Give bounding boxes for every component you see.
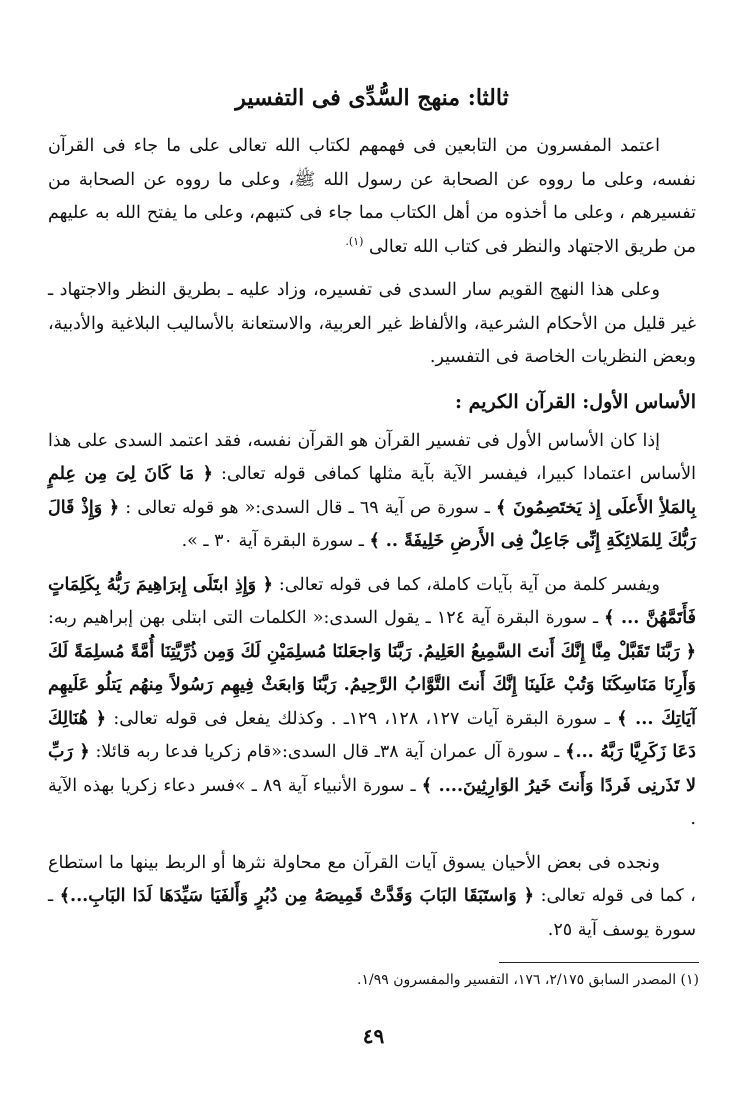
paragraph-5-text-b: ـ سورة يوسف آية ٢٥.: [48, 886, 696, 940]
paragraph-2: وعلى هذا النهج القويم سار السدى فى تفسيره، وزاد عليه ـ بطريق النظر والاجتهاد ـ غير قليل من الأحكام الشرعية، والألفاظ غير العربية، والاستعانة بالأساليب البلاغية والأدبية، وبعض النظريات الخاصة فى التفسير.: [48, 280, 696, 367]
paragraph-4-text-a: ويفسر كلمة من آية بآيات كاملة، كما فى قوله تعالى:: [278, 574, 661, 595]
paragraph-4-text-e: ـ سورة الأنبياء آية ٨٩ ـ »فسر دعاء زكريا بهذه الآية .: [48, 775, 696, 829]
paragraph-5-text-a: ونجده فى بعض الأحيان يسوق آيات القرآن مع محاولة نثرها أو الربط بينها ما استطاع ، كما فى قوله تعالى:: [48, 852, 696, 906]
paragraph-3-text-c: ـ سورة البقرة آية ٣٠ ـ ».: [181, 531, 364, 551]
footnote-ref: (١).: [345, 234, 364, 248]
quran-verse: ﴿ رَبِّ لا تَذَرنِى فَردًا وَأَنتَ خَيرُ الوَارِثِينَ.... ﴾: [48, 742, 697, 796]
paragraph-3: [48, 425, 696, 559]
paragraph-4-text-d: ـ سورة آل عمران آية ٣٨ـ قال السدى:«قام زكريا فدعا ربه قائلا:: [95, 742, 560, 762]
section-heading: الأساس الأول: القرآن الكريم :: [455, 390, 696, 413]
page-body: [48, 78, 696, 957]
paragraph-1-text: اعتمد المفسرون من التابعين فى فهمهم لكتاب الله تعالى على ما جاء فى القرآن نفسه، وعلى ما رووه عن الصحابة عن رسول الله ﷺ، وعلى ما رووه عن الصحابة من تفسيرهم ، وعلى ما أخذوه من أهل الكتاب مما جاء فى كتبهم، وعلى ما يفتح الله به عليهم من طريق الاجتهاد والنظر فى كتاب الله تعالى: [48, 136, 696, 257]
quran-verse: ﴿ هُنَالِكَ دَعَا زَكَرِيَّا رَبَّهُ ...﴾: [48, 708, 696, 762]
quran-verse: ﴿ وَإِذْ قَالَ رَبُّكَ لِلمَلائِكَةِ إِنِّى جَاعِلٌ فِى الأَرضِ خَلِيفَةً .. ﴾: [48, 497, 696, 551]
paragraph-3-text-b: ـ سورة ص آية ٦٩ ـ قال السدى:« هو قوله تعالى :: [125, 497, 490, 518]
paragraph-1: [48, 130, 696, 264]
quran-verse: ﴿ مَا كَانَ لِىَ مِن عِلمٍ بِالمَلأِ الأَعلَى إِذ يَختَصِمُونَ ﴾: [48, 464, 696, 518]
footnote: (١) المصدر السابق ٢/١٧٥، ١٧٦، التفسير والمفسرون ١/٩٩.: [357, 972, 699, 988]
paragraph-4: [48, 569, 696, 837]
paragraph-4-text-b: ـ سورة البقرة آية ١٢٤ ـ يقول السدى:« الكلمات التى ابتلى بهن إبراهيم ربه:: [48, 608, 599, 628]
footnote-divider: [499, 962, 699, 963]
quran-verse: ﴿ وَإِذِ ابتَلَى إِبرَاهِيمَ رَبُّهُ بِكَلِمَاتٍ فَأَتَمَّهُنَّ ... ﴾: [48, 574, 696, 628]
paragraph-5: [48, 847, 696, 948]
quran-verse: ﴿ رَبَّنَا تَقَبَّلْ مِنَّا إِنَّكَ أَنتَ السَّمِيعُ العَلِيمُ. رَبَّنَا وَاجعَلنَا مُسلِمَيْنِ لَكَ وَمِن ذُرِّيَّتِنَا أُمَّةً مُسلِمَةً لَكَ وَأَرِنَا مَنَاسِكَنَا وَتُبْ عَلَينَا إِنَّكَ أَنتَ التَّوَّابُ الرَّحِيمُ. رَبَّنَا وَابعَثْ فِيهِم رَسُولاً مِنهُم يَتلُو عَلَيهِم آيَاتِكَ ... ﴾: [48, 641, 696, 729]
paragraph-3-text-a: إذا كان الأساس الأول فى تفسير القرآن هو القرآن نفسه، فقد اعتمد السدى على هذا الأساس اعتمادا كبيرا، فيفسر الآية بآية مثلها كمافى قوله تعالى:: [48, 430, 696, 484]
paragraph-4-text-c: ـ سورة البقرة آيات ١٢٧، ١٢٨، ١٢٩ـ . وكذلك يفعل فى قوله تعالى:: [113, 708, 610, 729]
page-title: ثالثا: منهج السُّدِّى فى التفسير: [235, 85, 509, 111]
quran-verse: ﴿ وَاستَبَقَا البَابَ وَقَدَّتْ قَمِيصَهُ مِن دُبُرٍ وَأَلفَيَا سَيِّدَهَا لَدَا البَابِ...﴾: [59, 886, 535, 906]
page-number: ٤٩: [362, 1024, 385, 1048]
